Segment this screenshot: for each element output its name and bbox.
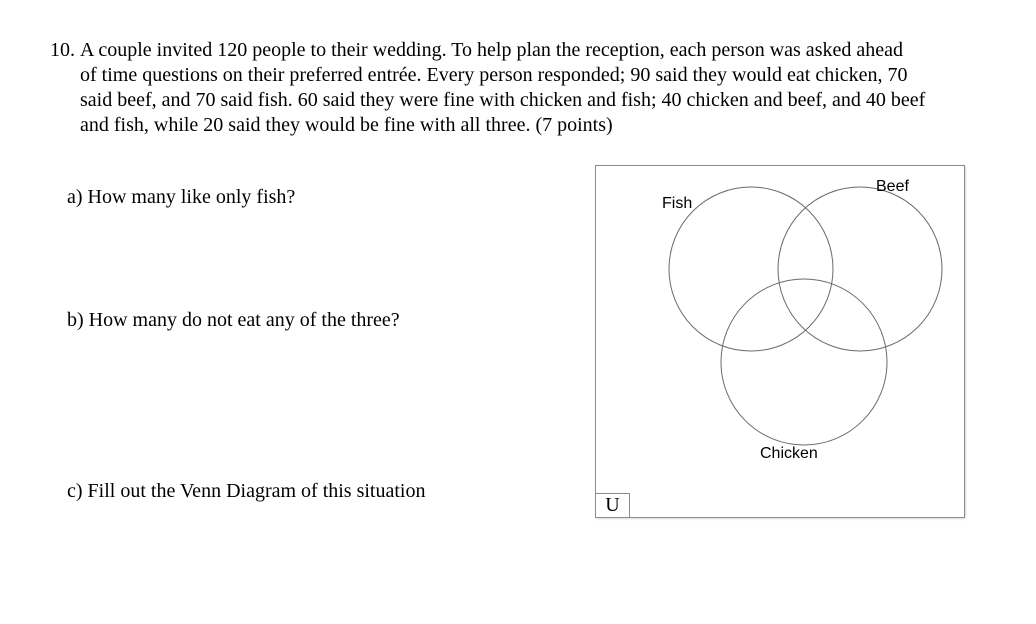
problem-line-1: [50, 38, 990, 63]
venn-circles: [596, 166, 966, 519]
fish-label: Fish: [662, 195, 693, 212]
problem-number: 10.: [50, 39, 75, 61]
venn-diagram: [595, 165, 965, 518]
problem-line-4: and fish, while 20 said they would be fine with all three. (7 points): [80, 114, 613, 136]
problem-text-1: A couple invited 120 people to their wedding. To help plan the reception, each person was asked ahead: [80, 39, 903, 61]
beef-label: Beef: [876, 178, 909, 195]
beef-circle: [778, 187, 942, 351]
chicken-label: Chicken: [760, 445, 818, 462]
problem-statement: [50, 38, 990, 138]
fish-circle: [669, 187, 833, 351]
universe-label: U: [596, 493, 630, 517]
problem-line-2: of time questions on their preferred entrée. Every person responded; 90 said they would eat chicken, 70: [80, 64, 908, 86]
question-c: c) Fill out the Venn Diagram of this situation: [67, 480, 426, 502]
chicken-circle: [721, 279, 887, 445]
question-b: b) How many do not eat any of the three?: [67, 309, 400, 331]
question-a: a) How many like only fish?: [67, 186, 296, 208]
problem-line-3: said beef, and 70 said fish. 60 said they were fine with chicken and fish; 40 chicken and beef, and 40 beef: [80, 89, 926, 111]
